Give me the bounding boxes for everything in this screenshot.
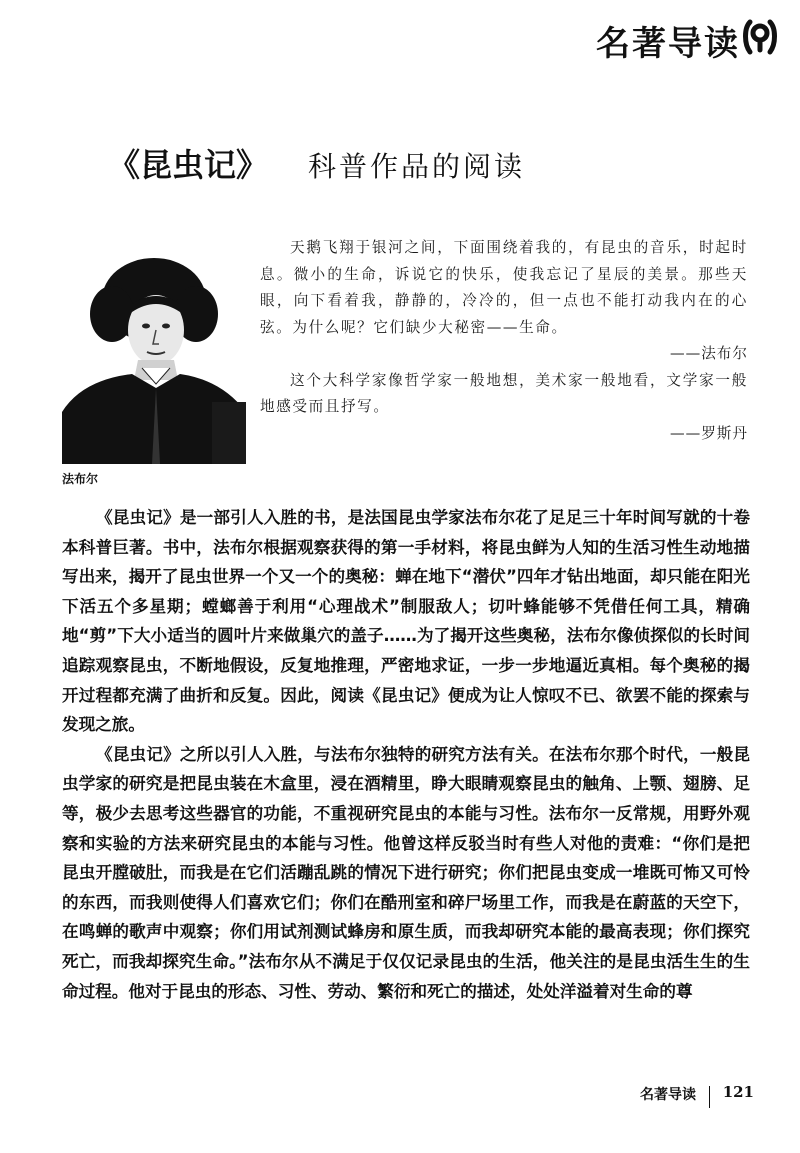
header-section-title: 名著导读 [596,24,740,64]
footer-divider [709,1086,711,1108]
epigraph-quote-2: 这个大科学家像哲学家一般地想，美术家一般地看，文学家一般地感受而且抒写。 [260,371,748,415]
portrait-caption: 法布尔 [62,472,99,486]
body-paragraph-2: 《昆虫记》之所以引人入胜，与法布尔独特的研究方法有关。在法布尔那个时代，一般昆虫学家的研究是把昆虫装在木盒里，浸在酒精里，睁大眼睛观察昆虫的触角、上颚、翅膀、足等，极少去思考这些器官的功能，不重视研究昆虫的本能与习性。法布尔一反常规，用野外观察和实验的方法来研究昆虫的本能与习性。他曾这样反驳当时有些人对他的责难：“你们是把昆虫开膛破肚，而我是在它们活蹦乱跳的情况下进行研究；你们把昆虫变成一堆既可怖又可怜的东西，而我则使得人们喜欢它们；你们在酷刑室和碎尸场里工作，而我是在蔚蓝的天空下，在鸣蝉的歌声中观察；你们用试剂测试蜂房和原生质，而我却研究本能的最高表现；你们探究死亡，而我却探究生命。”法布尔从不满足于仅仅记录昆虫的生活，他关注的是昆虫活生生的生命过程。他对于昆虫的形态、习性、劳动、繁衍和死亡的描述，处处洋溢着对生命的尊 [62,744,750,1001]
article-title-subtitle: 科普作品的阅读 [308,150,526,183]
epigraph-quote-1: 天鹅飞翔于银河之间，下面围绕着我的，有昆虫的音乐，时起时息。微小的生命，诉说它的快乐，使我忘记了星辰的美景。那些天眼，向下看着我，静静的，冷冷的，但一点也不能打动我内在的心弦。为什么呢？它们缺少大秘密——生命。 [260,239,748,336]
reading-logo-icon [742,18,778,56]
epigraph-attribution-1: ——法布尔 [670,345,748,362]
article-title [108,140,525,186]
fabre-portrait-image [62,252,246,464]
page-footer [0,1082,800,1106]
epigraph-block [260,235,748,447]
epigraph-attribution-2: ——罗斯丹 [670,424,748,442]
body-text [62,503,750,1006]
article-title-book: 《昆虫记》 [108,146,269,184]
page-number: 121 [722,1083,754,1101]
footer-section-label: 名著导读 [640,1087,696,1103]
body-paragraph-1: 《昆虫记》是一部引人入胜的书，是法国昆虫学家法布尔花了足足三十年时间写就的十卷本科普巨著。书中，法布尔根据观察获得的第一手材料，将昆虫鲜为人知的生活习性生动地描写出来，揭开了昆虫世界一个又一个的奥秘：蝉在地下“潜伏”四年才钻出地面，却只能在阳光下活五个多星期；螳螂善于利用“心理战术”制服敌人；切叶蜂能够不凭借任何工具，精确地“剪”下大小适当的圆叶片来做巢穴的盖子……为了揭开这些奥秘，法布尔像侦探似的长时间追踪观察昆虫，不断地假设，反复地推理，严密地求证，一步一步地逼近真相。每个奥秘的揭开过程都充满了曲折和反复。因此，阅读《昆虫记》便成为让人惊叹不已、欲罢不能的探索与发现之旅。 [62,508,750,735]
